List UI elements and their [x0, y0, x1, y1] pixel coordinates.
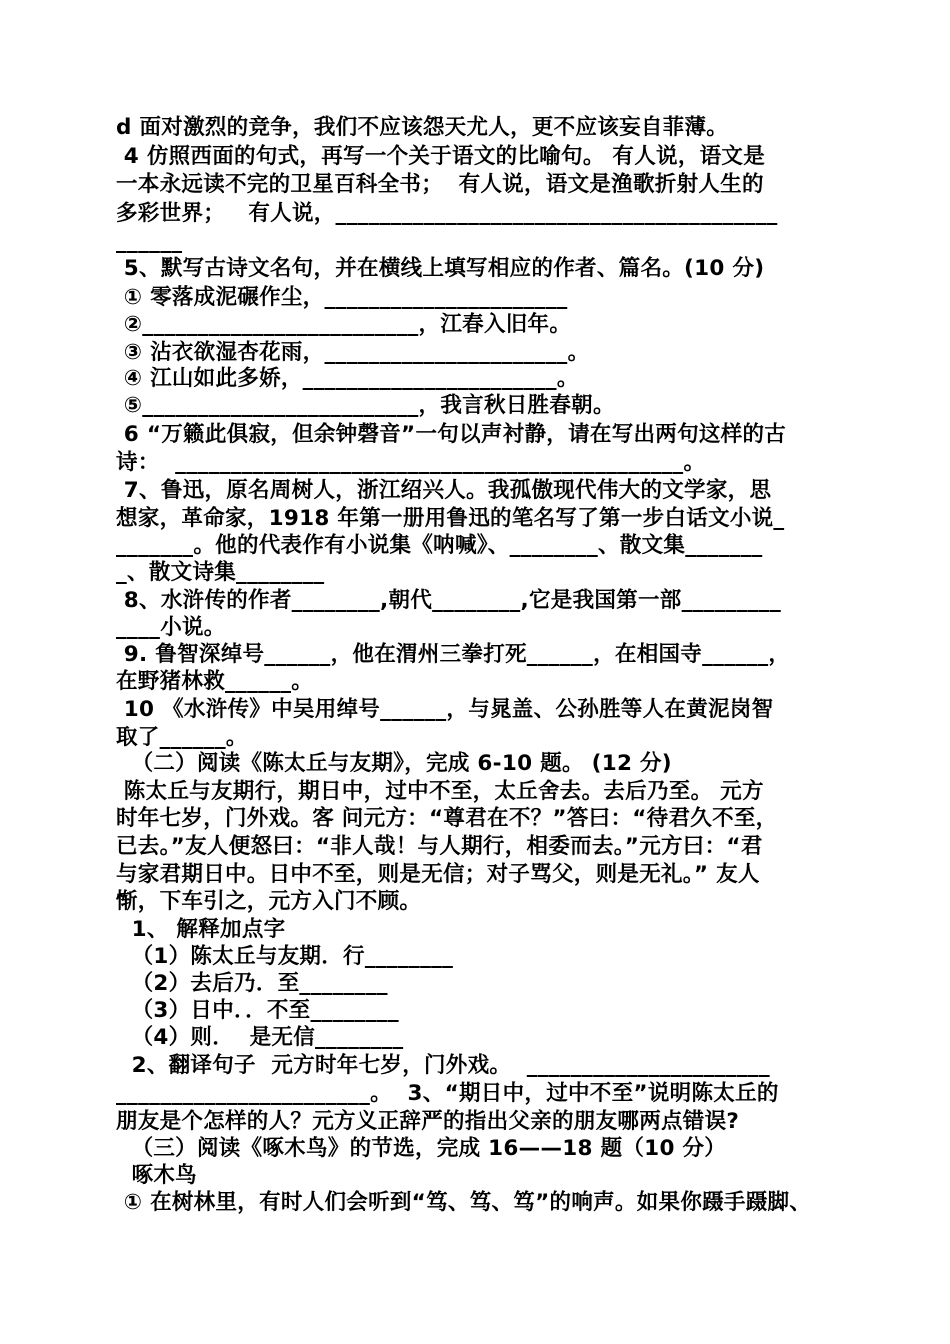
text-line: 在野猪林救______。 — [116, 669, 314, 694]
text-line: ____小说。 — [116, 615, 226, 640]
question-line: （1）陈太丘与友期．行________ — [116, 944, 454, 969]
section-heading: （三）阅读《啄木鸟》的节选，完成 16——18 题（10 分） — [116, 1136, 727, 1161]
passage-line: 陈太丘与友期行，期日中，过中不至，太丘舍去。去后乃至。 元方 — [116, 779, 764, 804]
text-line: ④ 江山如此多娇，_______________________。 — [116, 366, 579, 391]
question-line: 1、 解释加点字 — [116, 917, 286, 942]
text-line: ③ 沾衣欲湿杏花雨，______________________。 — [116, 340, 590, 365]
text-line: 9. 鲁智深绰号______，他在渭州三拳打死______，在相国寺______， — [116, 642, 791, 667]
text-line: 10 《水浒传》中吴用绰号______，与晁盖、公孙胜等人在黄泥岗智 — [116, 697, 774, 722]
question-line: （3）日中．．不至________ — [116, 998, 399, 1023]
question-line: （4）则． 是无信________ — [116, 1025, 404, 1050]
text-line: 想家，革命家，1918 年第一册用鲁迅的笔名写了第一步白话文小说_ — [116, 506, 785, 531]
passage-line: 与家君期日中。日中不至，则是无信；对子骂父，则是无礼。” 友人 — [116, 862, 760, 887]
text-line: ②_________________________，江春入旧年。 — [116, 312, 572, 337]
question-line: _______________________。 3、“期日中，过中不至”说明陈太丘的 — [116, 1081, 779, 1106]
text-line: 4 仿照西面的句式，再写一个关于语文的比喻句。 有人说，语文是 — [116, 144, 766, 169]
text-line: 7、鲁迅，原名周树人，浙江绍兴人。我孤傲现代伟大的文学家，思 — [116, 478, 772, 503]
text-line: 6 “万籁此俱寂，但余钟磬音”一句以声衬静，请在写出两句这样的古 — [116, 422, 787, 447]
text-line: ① 零落成泥碾作尘，______________________ — [116, 285, 568, 310]
question-line: 2、翻译句子 元方时年七岁，门外戏。 ______________________ — [116, 1053, 770, 1078]
text-line: _、散文诗集________ — [116, 560, 325, 585]
passage-line: 惭，下车引之，元方入门不顾。 — [116, 889, 422, 914]
question-line: （2）去后乃．至________ — [116, 971, 388, 996]
text-line: _______。他的代表作有小说集《呐喊》、________、散文集_______ — [116, 533, 763, 558]
passage-line: 已去。”友人便怒曰：“非人哉！与人期行，相委而去。”元方曰：“君 — [116, 834, 763, 859]
text-line: 一本永远读不完的卫星百科全书； 有人说，语文是渔歌折射人生的 — [116, 172, 764, 197]
section-heading: （二）阅读《陈太丘与友期》，完成 6-10 题。 (12 分) — [116, 751, 672, 776]
passage-line: 时年七岁，门外戏。客 问元方：“尊君在不？”答曰：“待君久不至， — [116, 806, 778, 831]
text-line: 5、默写古诗文名句，并在横线上填写相应的作者、篇名。(10 分) — [116, 256, 765, 281]
text-line: ______ — [116, 229, 183, 254]
text-line: 取了______。 — [116, 725, 248, 750]
passage-line: ① 在树林里，有时人们会听到“笃、笃、笃”的响声。如果你蹑手蹑脚、 — [116, 1190, 812, 1215]
text-line: d 面对激烈的竞争，我们不应该怨天尤人，更不应该妄自菲薄。 — [116, 115, 729, 140]
passage-title: 啄木鸟 — [116, 1163, 197, 1188]
text-line: 诗： ______________________________________________。 — [116, 450, 706, 475]
text-line: 8、水浒传的作者________,朝代________,它是我国第一部_________ — [116, 588, 782, 613]
text-line: 多彩世界； 有人说，________________________________________ — [116, 201, 778, 226]
question-line: 朋友是个怎样的人？元方义正辞严的指出父亲的朋友哪两点错误? — [116, 1109, 740, 1134]
text-line: ⑤_________________________，我言秋日胜春朝。 — [116, 393, 615, 418]
